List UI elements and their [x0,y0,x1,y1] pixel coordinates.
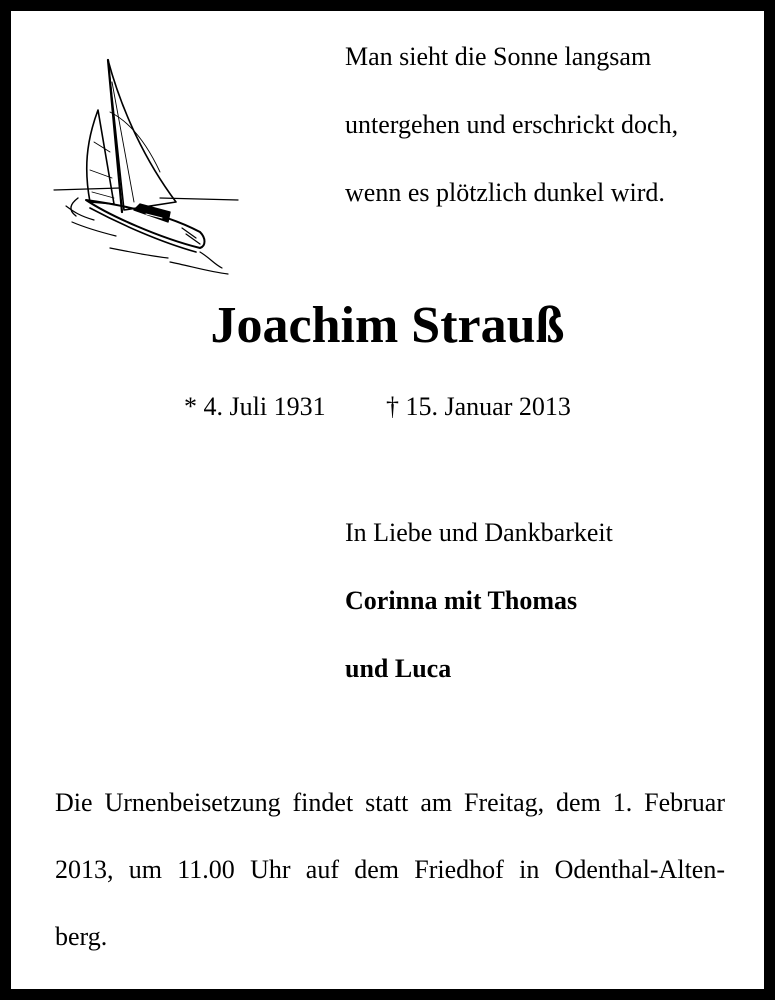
burial-notice [55,786,725,987]
death-date: † 15. Januar 2013 [386,392,571,421]
notice-line: 2013, um 11.00 Uhr auf dem Friedhof in Odenthal-Alten- [55,855,725,884]
poem-line: untergehen und erschrickt doch, [345,110,679,139]
notice-line: berg. [55,922,108,951]
poem [345,44,745,248]
mourner-name: und Luca [345,654,452,683]
poem-line: Man sieht die Sonne langsam [345,42,652,71]
mourners-intro: In Liebe und Dankbarkeit [345,518,613,547]
notice-line: Die Urnenbeisetzung findet statt am Freitag, dem 1. Februar [55,788,725,817]
birth-date: * 4. Juli 1931 [184,392,326,421]
mourner-name: Corinna mit Thomas [345,586,578,615]
mourners [345,518,745,722]
poem-line: wenn es plötzlich dunkel wird. [345,178,665,207]
sailboat-icon [50,52,250,280]
deceased-name: Joachim Strauß [210,297,565,354]
